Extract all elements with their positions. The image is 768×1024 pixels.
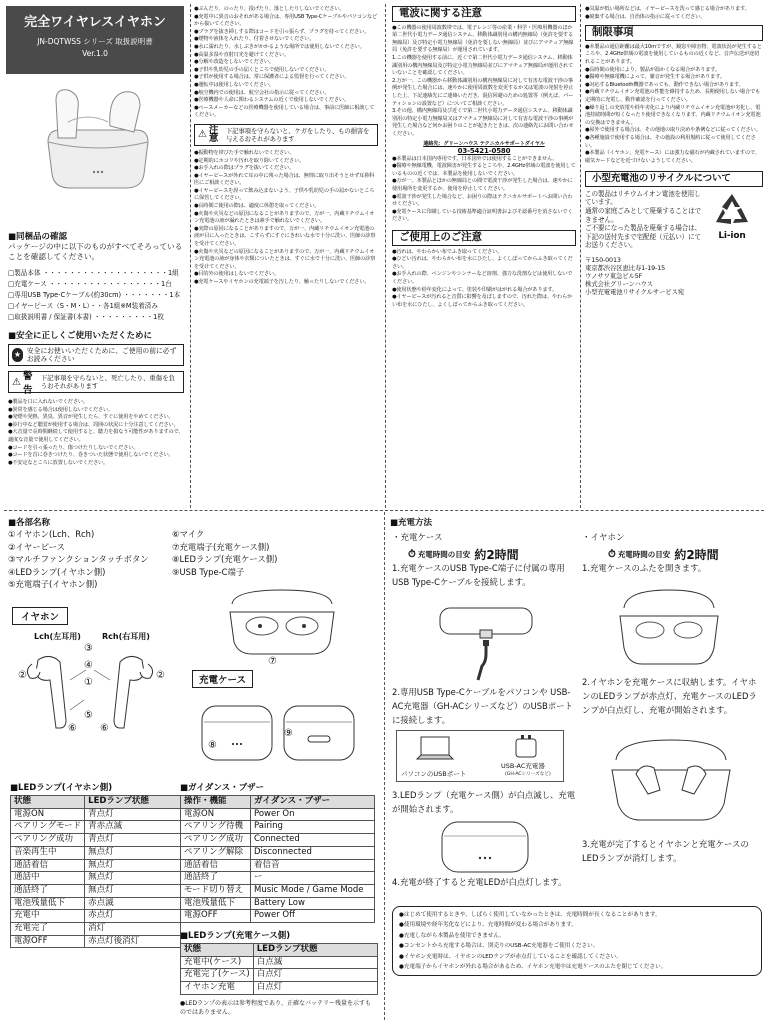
table-cell: 青点灯 xyxy=(85,834,181,847)
usage-note: ●汚れは、やわらかい布でふき取ってください。 xyxy=(392,248,503,255)
table-header: LEDランプ状態 xyxy=(253,944,377,957)
case-step-3: 3.LEDランプ（充電ケース側）が白点滅し、充電が開始されます。 xyxy=(392,790,576,814)
callout-9: ⑨ xyxy=(284,728,293,739)
table-cell: イヤホン充電 xyxy=(181,982,254,995)
table-cell: Connected xyxy=(251,834,375,847)
table-cell: 白点滅 xyxy=(253,956,377,969)
table-cell: 音楽再生中 xyxy=(11,846,85,859)
time-value: 約2時間 xyxy=(674,548,719,562)
part-name: ⑨USB Type-C端子 xyxy=(172,566,245,577)
product-title: 完全ワイヤレスイヤホン xyxy=(24,15,166,30)
callout-5: ⑤ xyxy=(84,710,93,721)
case-step-2: 2.専用USB Type-Cケーブルをパソコンや USB-AC充電器（GH-ACシリーズなど）のUSBポートに接続します。 xyxy=(392,687,573,725)
caution-item: ●振動物を帯びた手で触れないでください。 xyxy=(194,149,295,156)
case-closed-front xyxy=(200,704,274,762)
warning-item: ●ペースメーカーなどの医療機器を使用している場合は、事前に医師に相談してください。 xyxy=(194,104,375,119)
warning-item: ●医療機器や人命に関わるシステムの近くで使用しないでください。 xyxy=(194,97,349,104)
table-cell: 無点灯 xyxy=(85,872,181,885)
callout-7: ⑦ xyxy=(268,656,277,667)
li-ion-label: Li-ion xyxy=(718,231,746,242)
radio-note: ●この機器の使用周波数帯では、電子レンジ等の産業・科学・医療用機器のほか第二世代小電力データ通信システム、移動体識別用の構内無線局（免許を要する無線局）及び特定小電力無線局（免許を要しない無線局）並びにアマチュア無線局（免許を要する無線局）が運用されています。 xyxy=(392,24,574,54)
time-value: 約2時間 xyxy=(474,548,519,562)
case-led-heading: ■LEDランプ(充電ケース側) xyxy=(180,931,291,942)
title-banner xyxy=(6,6,184,74)
part-name: ⑦充電端子(充電ケース側) xyxy=(172,541,270,552)
caution-label: 注意 xyxy=(208,125,219,144)
earphone-diagram xyxy=(10,640,170,740)
note-item: ●気温が低い場所などは、イヤーピースを洗って感じる場合があります。 xyxy=(585,6,750,12)
port-diagram xyxy=(396,730,564,782)
table-cell: 電源OFF xyxy=(11,935,85,948)
table-header: ガイダンス・ブザー xyxy=(251,796,375,809)
table-header: 操作・機能 xyxy=(181,796,251,809)
charge-note: ●充電端子からイヤホンが外れる場合があるため、イヤホン充電中は充電ケースのふたを閉じてください。 xyxy=(399,964,667,971)
table-cell: 青赤点滅 xyxy=(85,821,181,834)
radio-note: 2.万が一、この機器から移動体識別用の構内無線局に対して有害な電波干渉の事例が発生した場合には、速やかに使用周波数を変更するか又は電波の発射を停止した上、下記連絡先にご連絡いただき、混信回避のための処置等（例えば、パーティションの設置など）についてご相談ください。 xyxy=(392,77,574,107)
limit-item: ●醫療や無線電機によって、雑音が発生する場合があります。 xyxy=(585,74,725,81)
table-cell: Disconnected xyxy=(251,846,375,859)
warning-item: ●異常を感じる場合は使用しないでください。 xyxy=(8,406,114,413)
pc-port-label: パソコンのUSBポート xyxy=(401,770,467,778)
case-led-table xyxy=(180,943,378,995)
table-cell: 無点灯 xyxy=(85,846,181,859)
table-cell: Music Mode / Game Mode xyxy=(251,884,375,897)
package-item: □専用USB Type-Cケーブル(約30cm) ・・・・・・・1本 xyxy=(8,291,181,299)
table-header: LEDランプ状態 xyxy=(85,796,181,809)
ac-label: USB-AC充電器 xyxy=(501,762,545,770)
table-cell: Battery Low xyxy=(251,897,375,910)
table-cell: 充電完了 xyxy=(11,923,85,936)
limit-item: ●屋外で使用する場合は、その他地の取り決めや条例などに従ってください。 xyxy=(585,127,761,134)
warning-item: ●コードを首に巻きつけたり、巻きついた状態で使用しないでください。 xyxy=(8,452,174,459)
warning-item: ●歩行中など聴覚が使用する場合は、周囲の状況に十分注意してください。 xyxy=(8,421,179,428)
table-row xyxy=(11,884,181,897)
usage-note: ●使用状態や経年変化によって、塗装や印刷がはがれる場合があります。 xyxy=(392,286,558,293)
callout-6-right: ⑥ xyxy=(100,723,109,734)
caution-item: ●イヤーピースが外れて耳の中に残った場合は、無理に取り出そうとせず耳鼻科医にご相談ください。 xyxy=(194,172,375,187)
product-image xyxy=(28,82,168,197)
guide-table-heading: ■ガイダンス・ブザー xyxy=(180,783,265,793)
part-name: ⑧LEDランプ(充電ケース側) xyxy=(172,554,278,565)
table-cell: 通話着信 xyxy=(11,859,85,872)
parts-heading: ■各部名称 xyxy=(8,518,51,528)
table-cell: ペアリング解除 xyxy=(181,846,251,859)
callout-2-right: ② xyxy=(156,670,165,681)
table-row xyxy=(181,969,378,982)
warning-item: ●不安定なところに放置しないでください。 xyxy=(8,459,109,466)
book-icon: ★ xyxy=(12,348,23,362)
callout-3: ③ xyxy=(84,643,93,654)
radio-note: 1.この機器を使用する前に、近くで第二世代小電力データ通信システム、移動体識別用の構内無線局及び特定小電力無線局並びにアマチュア無線局が運用されていないことを確認してください。 xyxy=(392,54,574,77)
table-row xyxy=(181,956,378,969)
warning-item: ●煙物や液体を入れたり、付着させないでください。 xyxy=(194,36,315,43)
table-cell: 充電完了(ケース) xyxy=(181,969,254,982)
recycle-text: この製品はリチウムイオン電池を使用しています。 xyxy=(585,189,701,207)
table-row xyxy=(11,808,181,821)
package-item: □製品本体 ・・・・・・・・・・・・・・・・・・・1組 xyxy=(8,269,179,277)
series-name: JN-DQTWSS シリーズ 取扱説明書 xyxy=(37,37,153,46)
limit-item: ●本製品（イヤホン、充電ケース）には強力な磁石が内蔵されていますので、磁気カードなどを近づけないようしてください。 xyxy=(585,150,760,164)
package-item: □充電ケース ・・・・・・・・・・・・・・・・・1台 xyxy=(8,280,172,288)
part-name: ①イヤホン(Lch、Rch) xyxy=(8,529,95,539)
warning-item: ●充電中に異音のおそれがある場合は、専用USB Type-Cケーブルやパソコンなどから抜いてください。 xyxy=(194,13,378,28)
read-first-box xyxy=(8,344,184,366)
limit-item: ●本製品の通信距離は最大10mですが、鏡窓や障害物、電波状況が発生するところや、2.4GHz帯域の電波を使用しているものの近くなど、音声伝送が途切れることがあります。 xyxy=(585,43,762,65)
package-item: □イヤーピース（S・M・L）・・各1組※M装着済み xyxy=(8,302,158,310)
charge-heading: ■充電方法 xyxy=(390,518,433,528)
rch-label: Rch(右耳用) xyxy=(102,632,150,641)
table-cell: 充電中 xyxy=(11,910,85,923)
case-led-note: ●LEDランプの表示は参考程度であり、正確なバッテリー残量を示すものではありません。 xyxy=(180,999,371,1016)
ear-charge-time xyxy=(608,546,719,563)
safety-heading: ■安全に正しくご使用いただくために xyxy=(8,331,153,341)
table-cell: 無点灯 xyxy=(85,884,181,897)
table-cell: 赤点滅 xyxy=(85,897,181,910)
table-row xyxy=(181,872,375,885)
warning-item: ●高温多湿や直射日光を避けてください。 xyxy=(194,51,290,58)
warning-text: 下記事項を守らないと、死亡したり、重傷を負うおそれがあります xyxy=(40,373,175,390)
table-row xyxy=(181,859,375,872)
ac-sub-label: (GH-ACシリーズなど) xyxy=(505,772,551,777)
table-row xyxy=(181,834,375,847)
table-cell: 通話着信 xyxy=(181,859,251,872)
table-cell: 無点灯 xyxy=(85,859,181,872)
table-row xyxy=(11,910,181,923)
warning-label: 警告 xyxy=(22,371,33,396)
table-cell: 通話終了 xyxy=(181,872,251,885)
charge-note: ●イヤホン充電時は、イヤホンのLEDランプが赤点灯していることを確認してください。 xyxy=(399,953,622,960)
earphone-label: イヤホン xyxy=(12,607,68,625)
charge-note: ●コンセントから充電する場合は、別売りのUSB-AC充電器をご使用ください。 xyxy=(399,943,599,950)
warning-box xyxy=(8,371,184,396)
laptop-icon xyxy=(415,735,455,763)
callout-2-left: ② xyxy=(18,670,27,681)
case-open-ear-diagram xyxy=(614,586,724,670)
recycle-heading: 小型充電池のリサイクルについて xyxy=(585,171,763,187)
table-row xyxy=(181,982,378,995)
table-cell: 電源ON xyxy=(181,808,251,821)
address-line: 〒150-0013 xyxy=(585,256,621,265)
caution-text: 下記事項を守らないと、ケガをしたり、もの損害を与えるおそれがあります xyxy=(225,126,370,143)
case-with-earphones-diagram xyxy=(606,736,736,826)
warning-item: ●水に濡れたり、水しぶきがかかるような場所では使用しないでください。 xyxy=(194,43,365,50)
caution-item: ●火傷や火災などの原因になることがありますので、万が一、内蔵リチウムイオン充電池の液が漏れたときは素手で触れないでください。 xyxy=(194,210,375,225)
radio-note: ●醫療や無線電機、電波障害が発生するところや、2.4GHz帯域の電波を使用しているものの近くでは、本製品を使用しないでください。 xyxy=(392,163,576,177)
manual-version: Ver.1.0 xyxy=(82,49,108,58)
package-item: □取扱説明書 / 保証書(本書) ・・・・・・・・・1枚 xyxy=(8,313,164,321)
limits-heading: 制限事項 xyxy=(585,25,763,41)
table-cell: 通話中 xyxy=(11,872,85,885)
ear-step-2: 2.イヤホンを充電ケースに収納します。イヤホンのLEDランプが赤点灯、充電ケースのLEDランプが白点灯し、充電が開始されます。 xyxy=(582,677,757,715)
table-cell: ペアリング成功 xyxy=(11,834,85,847)
radio-note: 3.その他、構内無線局及び近くで第二世代小電力データ通信システム、移動体識別用の特定小電力無線局又はアマチュア無線局に対して有害な電波干渉の事例が発生した場合など何かお困りのことが起きたときは、次の連絡先にお問い合わせください。 xyxy=(392,108,574,137)
case-open-diagram xyxy=(222,586,342,660)
table-cell: モード切り替え xyxy=(181,884,251,897)
usage-note: ●ひどい汚れは、やわらかい布を水にひたし、よくしぼってからふき取ってください。 xyxy=(392,256,573,270)
table-cell: ー xyxy=(251,872,375,885)
warning-item: ●ぶんだり、のったり、投げたり、落としたりしないでください。 xyxy=(194,6,345,12)
table-header: 状態 xyxy=(181,944,254,957)
table-cell: Power On xyxy=(251,808,375,821)
table-cell: 通話終了 xyxy=(11,884,85,897)
caution-item: ●実際の原因になることがありますので、万が一、内蔵リチウムイオン充電池の液が目に入ったときは、こすらずにすぐにきれいな水で十分に洗い、医師の診察を受けてください。 xyxy=(194,225,376,248)
table-row xyxy=(181,910,375,923)
caution-item: ●目的外の使用はしないでください。 xyxy=(194,271,279,278)
package-intro: パッケージの中に以下のものがすべてそろっていることを確認してください。 xyxy=(8,242,183,261)
table-row xyxy=(11,846,181,859)
table-cell: 消灯 xyxy=(85,923,181,936)
radio-note: ●本製品は日本国内専用です。日本国外では使用することができません。 xyxy=(392,155,558,162)
usage-note: ●イヤーピースが汚れると音質に影響を及ぼしますので、汚れた際は、やわらかい布を水にひたし、よくしぼってからふき取ってください。 xyxy=(392,294,573,308)
time-label: 充電時間の目安 xyxy=(617,550,671,559)
caution-item: ●充電ケースやイヤホンの充電端子を汚したり、触ったりしないでください。 xyxy=(194,279,370,285)
table-cell: 電源ON xyxy=(11,808,85,821)
table-row xyxy=(11,872,181,885)
limit-item: ●長時間の使用により、製品が温かくなる場合があります。 xyxy=(585,66,720,73)
led-table xyxy=(10,795,181,948)
read-first-text: 安全にお使いいただくために、ご使用の前に必ずお読みください xyxy=(26,346,177,363)
cover-panel xyxy=(6,6,184,476)
table-cell: 充電中(ケース) xyxy=(181,956,254,969)
table-cell: 白点灯 xyxy=(253,969,377,982)
table-cell: 赤点灯後消灯 xyxy=(85,935,181,948)
caution-box xyxy=(194,124,378,146)
table-cell: Power Off xyxy=(251,910,375,923)
table-cell: ペアリング成功 xyxy=(181,834,251,847)
recycle-text: 通常の家庭ごみとして廃棄することはできません。 xyxy=(585,207,701,224)
radio-heading: 電波に関する注意 xyxy=(392,6,576,22)
charge-notes xyxy=(392,906,762,976)
limit-item: ●内蔵リチウムイオン充電池の性能を維持するため、長期使用しない場合でも定期的に充電し、動作確認を行ってください。 xyxy=(585,89,761,103)
radio-note: ●電波干渉が発生した場合など、お困りの際はテクニカルサポートへお問い合わせください。 xyxy=(392,193,573,208)
warning-item: ●コードを引っ張ったり、傷つけたりしないでください。 xyxy=(8,444,139,451)
note-item: ●廃棄する場合は、自治体の指示に従ってください。 xyxy=(585,13,706,20)
charge-note: ●はじめて使用するときや、しばらく使用していなかったときは、充電時間が長くなることがあります。 xyxy=(399,912,661,918)
package-heading: ■同梱品の確認 xyxy=(8,232,68,242)
ear-step-3: 3.充電が完了するとイヤホンと充電ケースのLEDランプが消灯します。 xyxy=(582,839,749,863)
timer-icon: ⏱ xyxy=(608,549,616,560)
address-line: 東京都渋谷区恵比寿1-19-15 xyxy=(585,264,666,273)
table-header: 状態 xyxy=(11,796,85,809)
callout-6-left: ⑥ xyxy=(68,723,77,734)
case-step-1: 1.充電ケースのUSB Type-C端子に付属の専用USB Type-Cケーブルを接続します。 xyxy=(392,563,565,587)
ear-step-1: 1.充電ケースのふたを開きます。 xyxy=(582,563,707,573)
charge-note: ●使用環境や経年劣化などにより、充電時間が変わる場合があります。 xyxy=(399,922,577,929)
table-cell: ペアリング待機 xyxy=(181,821,251,834)
case-closed-back xyxy=(282,704,356,762)
case-charge-time xyxy=(408,546,519,563)
table-cell: 電源OFF xyxy=(181,910,251,923)
warning-item: ●運転中は使用しないでください。 xyxy=(194,81,274,88)
table-row xyxy=(11,935,181,948)
caution-item: ●定期的にホコリや汚れを取り除いてください。 xyxy=(194,157,305,164)
limit-item: ●各種施設で使用する場合は、その施設の利用規約に従って使用してください。 xyxy=(585,134,756,149)
time-label: 充電時間の目安 xyxy=(417,550,471,559)
table-row xyxy=(11,897,181,910)
callout-4: ④ xyxy=(84,660,93,671)
warning-item: ●子供が使用する場合は、常に保護者による監督を行ってください。 xyxy=(194,74,350,81)
caution-item: ●イヤーピースを誤って飲み込まないよう、子供や乳幼児の手の届かないところに保管してください。 xyxy=(194,187,375,202)
warning-item: ●プラグを抜き挿しする際はコードを引っ張らず、プラグを持ってください。 xyxy=(194,28,370,35)
warning-item: ●発煙や発熱、異臭、異音が発生したら、すぐに使用をやめてください。 xyxy=(8,414,174,421)
case-charging-diagram xyxy=(440,820,530,874)
recycle-text: ご不要になった製品を廃棄する場合は、下記の送付先まで宅配便（元払い）にてお送りください。 xyxy=(585,224,701,250)
part-name: ③マルチファンクションタッチボタン xyxy=(8,554,149,565)
table-cell: 電池残量低下 xyxy=(11,897,85,910)
contact-label: 連絡先：グリーンハウス テクニカルサポートダイヤル xyxy=(423,140,545,147)
limit-item: ●対応するBluetooth機器であっても、動作できない場合があります。 xyxy=(585,81,744,88)
table-cell: ペアリングモード xyxy=(11,821,85,834)
limit-item: ●繰り返しの充放電や経年劣化により内蔵リチウムイオン充電池が劣化し、電池持続時間が短くなったり使用できなくなります。内蔵リチウムイオン充電池の交換はできません。 xyxy=(585,104,761,126)
table-row xyxy=(181,821,375,834)
callout-1: ① xyxy=(84,677,93,688)
table-cell: 白点灯 xyxy=(253,982,377,995)
table-row xyxy=(11,923,181,936)
radio-note: ●充電ケースに印刷している技術基準適合証明書およびそ認番号を消さないでください。 xyxy=(392,208,573,223)
table-cell: Pairing xyxy=(251,821,375,834)
table-cell: 着信音 xyxy=(251,859,375,872)
callout-8: ⑧ xyxy=(208,740,217,751)
warning-icon: ⚠ xyxy=(12,376,21,388)
lch-label: Lch(左耳用) xyxy=(34,632,81,641)
case-step-4: 4.充電が終了すると充電LEDが白点灯します。 xyxy=(392,877,567,887)
usage-note: ●お手入れの際、ベンジンやシンナーなど溶剤、強力な洗剤などは使用しないでください。 xyxy=(392,271,573,285)
caution-item: ●長時間ご使用の際は、適度に休憩を取ってください。 xyxy=(194,203,320,210)
warning-item: ●分解や改造をしないでください。 xyxy=(194,59,274,66)
part-name: ②イヤーピース xyxy=(8,541,66,552)
caution-item: ●火傷や火災などの原因になることがありますので、万が一、内蔵リチウムイオン充電池の液が身体や衣類についたときは、すぐに水で十分に洗い、医師の診察を受けてください。 xyxy=(194,248,376,270)
timer-icon: ⏱ xyxy=(408,549,416,560)
warning-item: ●航空機内での使用は、航空会社の指示に従ってください。 xyxy=(194,89,330,96)
table-row xyxy=(11,821,181,834)
address-line: 株式会社グリーンハウス xyxy=(585,280,653,289)
cable-diagram xyxy=(426,602,546,682)
table-row xyxy=(181,884,375,897)
case-label: 充電ケース xyxy=(192,670,253,688)
table-cell: 電池残量低下 xyxy=(181,897,251,910)
contact-tel: 03-5421-0580 xyxy=(457,147,511,156)
table-cell: 青点灯 xyxy=(85,808,181,821)
address-line: ウノサワ東急ビル5F xyxy=(585,272,643,281)
table-row xyxy=(181,846,375,859)
case-sub-heading: ・充電ケース xyxy=(392,533,443,543)
part-name: ④LEDランプ(イヤホン側) xyxy=(8,566,106,577)
warning-item: ●製品を口に入れないでください。 xyxy=(8,399,88,405)
warning-item: ●子供や乳幼児の手の届くところで使用しないでください。 xyxy=(194,66,330,73)
table-row xyxy=(11,859,181,872)
guide-table xyxy=(180,795,375,923)
led-table-heading: ■LEDランプ(イヤホン側) xyxy=(10,783,113,793)
address-line: 小型充電電池リサイクルサービス宛 xyxy=(585,288,684,297)
part-name: ⑤充電端子(イヤホン側) xyxy=(8,579,98,590)
warning-item: ●大音量で長時間継続して使用すると、聴力を損なう可能性がありますので、適度な音量で使用してください。 xyxy=(8,429,184,443)
charge-note: ●充電しながら本製品を使用できません。 xyxy=(399,932,505,939)
recycle-icon xyxy=(710,190,754,230)
ear-sub-heading: ・イヤホン xyxy=(582,533,625,543)
caution-item: ●お手入れの際はプラグを抜いてください。 xyxy=(194,165,295,172)
table-row xyxy=(11,834,181,847)
radio-note: ●万が一、本製品とほかの無線局との間で電波干渉が発生した場合は、速やかに使用場所を変更するか、使用を停止してください。 xyxy=(392,178,573,193)
part-name: ⑥マイク xyxy=(172,529,205,539)
table-row xyxy=(181,897,375,910)
caution-icon: ⚠ xyxy=(198,129,207,141)
usage-heading: ご使用上のご注意 xyxy=(392,230,576,246)
table-row xyxy=(181,808,375,821)
ac-adapter-icon xyxy=(513,735,539,759)
table-cell: 赤点灯 xyxy=(85,910,181,923)
